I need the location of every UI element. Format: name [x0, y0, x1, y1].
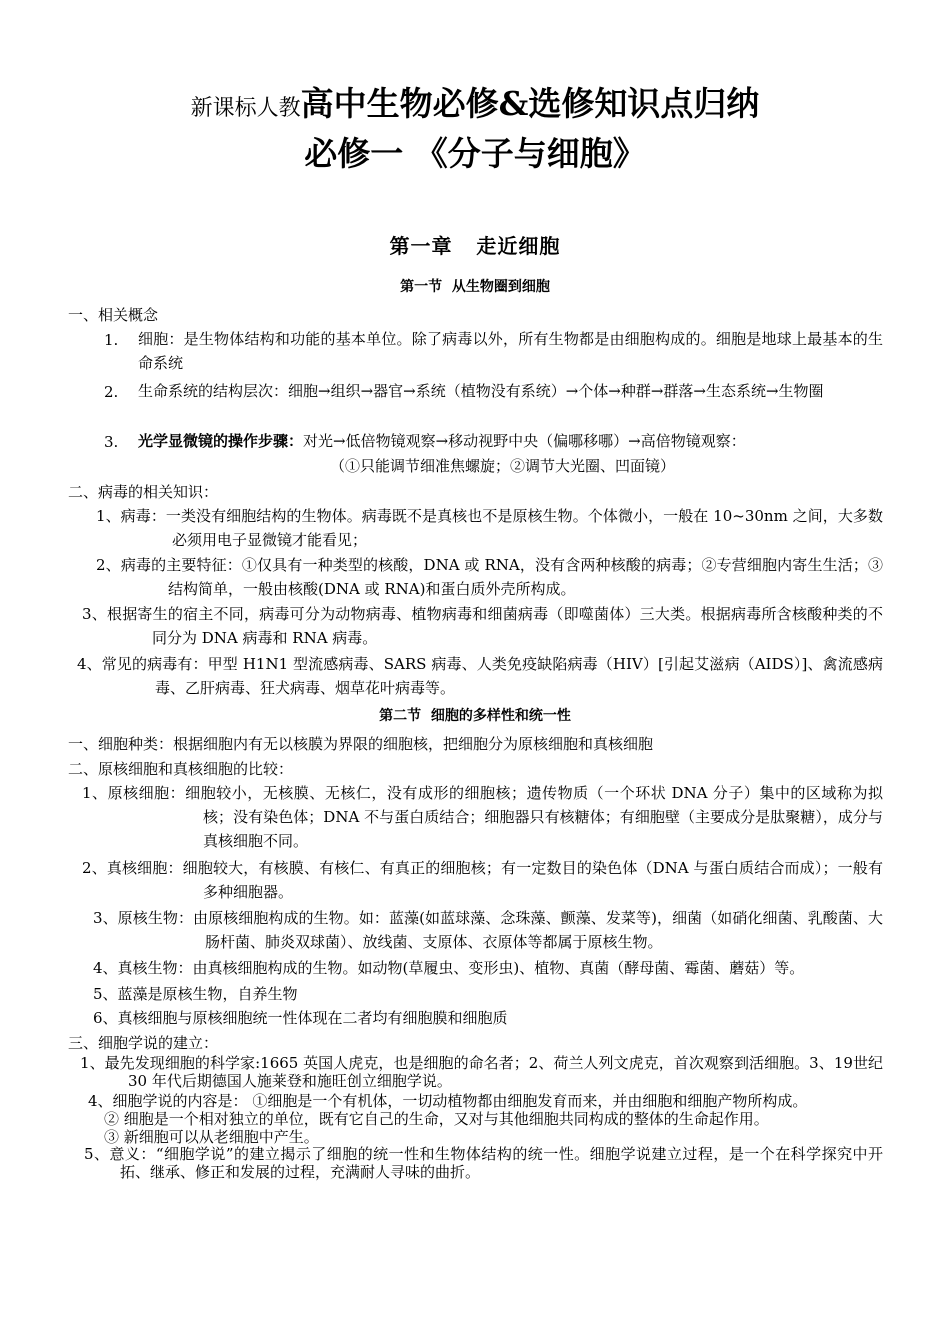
section-heading: 一、细胞种类：根据细胞内有无以核膜为界限的细胞核，把细胞分为原核细胞和真核细胞: [68, 735, 654, 753]
list-item: 细胞：是生物体结构和功能的基本单位。除了病毒以外，所有生物都是由细胞构成的。细胞是地球上最基本的生命系统: [138, 330, 883, 372]
section-heading: 二、病毒的相关知识：: [68, 483, 219, 501]
list-item: 1、病毒：一类没有细胞结构的生物体。病毒既不是真核也不是原核生物。个体微小，一般在 10~30nm 之间，大多数必须用电子显微镜才能看见；: [96, 507, 883, 549]
title-prefix: 新课标人教: [190, 96, 301, 121]
list-item: 5、意义：“细胞学说”的建立揭示了细胞的统一性和生物体结构的统一性。细胞学说建立过程，是一个在科学探究中开拓、继承、修正和发展的过程，充满耐人寻味的曲折。: [84, 1145, 883, 1181]
title-main: 高中生物必修&选修知识点归纳: [300, 84, 760, 123]
list-item: 3、根据寄生的宿主不同，病毒可分为动物病毒、植物病毒和细菌病毒（即噬菌体）三大类。根据病毒所含核酸种类的不同分为 DNA 病毒和 RNA 病毒。: [82, 605, 883, 647]
section-title: 第二节 细胞的多样性和统一性: [379, 708, 571, 724]
list-item: ③ 新细胞可以从老细胞中产生。: [104, 1128, 319, 1146]
document-title: [0, 78, 950, 125]
list-number: 2.: [104, 383, 119, 401]
chapter-title: 第一章 走近细胞: [389, 234, 561, 258]
note-text: （①只能调节细准焦螺旋；②调节大光圈、凹面镜）: [330, 457, 676, 475]
list-item: 4、真核生物：由真核细胞构成的生物。如动物(草履虫、变形虫)、植物、真菌（酵母菌、霉菌、蘑菇）等。: [93, 959, 805, 977]
list-item: 4、细胞学说的内容是： ①细胞是一个有机体，一切动植物都由细胞发育而来，并由细胞和细胞产物所构成。: [88, 1092, 808, 1110]
list-item: 3、原核生物：由原核细胞构成的生物。如：蓝藻(如蓝球藻、念珠藻、颤藻、发菜等)，细菌（如硝化细菌、乳酸菌、大肠杆菌、肺炎双球菌）、放线菌、支原体、衣原体等都属于原核生物。: [93, 909, 883, 951]
list-item: 6、真核细胞与原核细胞统一性体现在二者均有细胞膜和细胞质: [93, 1009, 508, 1027]
list-item: 4、常见的病毒有：甲型 H1N1 型流感病毒、SARS 病毒、人类免疫缺陷病毒（HIV）[引起艾滋病（AIDS）]、禽流感病毒、乙肝病毒、狂犬病毒、烟草花叶病毒等。: [77, 655, 883, 697]
section-heading: 三、细胞学说的建立：: [68, 1034, 219, 1052]
document-subtitle: 必修一 《分子与细胞》: [304, 134, 646, 173]
section-heading: 一、相关概念: [68, 306, 159, 324]
list-number: 1.: [104, 331, 119, 349]
list-item: 生命系统的结构层次：细胞→组织→器官→系统（植物没有系统）→个体→种群→群落→生态系统→生物圈: [138, 382, 824, 400]
list-item: 5、蓝藻是原核生物，自养生物: [93, 985, 298, 1003]
list-item: 2、病毒的主要特征：①仅具有一种类型的核酸，DNA 或 RNA，没有含两种核酸的病毒；②专营细胞内寄生生活；③结构简单，一般由核酸(DNA 或 RNA)和蛋白质外壳所构成。: [96, 556, 883, 598]
list-item: 1、原核细胞：细胞较小，无核膜、无核仁，没有成形的细胞核；遗传物质（一个环状 DNA 分子）集中的区域称为拟核；没有染色体；DNA 不与蛋白质结合；细胞器只有核糖体；有细胞壁（主要成分是肽聚糖），成分与真核细胞不同。: [82, 784, 883, 850]
list-number: 3.: [104, 433, 119, 451]
list-item: 2、真核细胞：细胞较大，有核膜、有核仁、有真正的细胞核；有一定数目的染色体（DNA 与蛋白质结合而成）；一般有多种细胞器。: [82, 859, 883, 901]
emphasis-text: 光学显微镜的操作步骤：: [138, 432, 304, 450]
list-item-text: 对光→低倍物镜观察→移动视野中央（偏哪移哪）→高倍物镜观察：: [303, 432, 746, 450]
list-item: 1、最先发现细胞的科学家:1665 英国人虎克，也是细胞的命名者；2、荷兰人列文虎克，首次观察到活细胞。3、19世纪 30 年代后期德国人施莱登和施旺创立细胞学说。: [80, 1054, 883, 1090]
section-title: 第一节 从生物圈到细胞: [400, 279, 550, 295]
section-heading: 二、原核细胞和真核细胞的比较：: [68, 760, 294, 778]
list-item: [138, 429, 746, 453]
list-item: ② 细胞是一个相对独立的单位，既有它自己的生命，又对与其他细胞共同构成的整体的生命起作用。: [104, 1110, 769, 1128]
